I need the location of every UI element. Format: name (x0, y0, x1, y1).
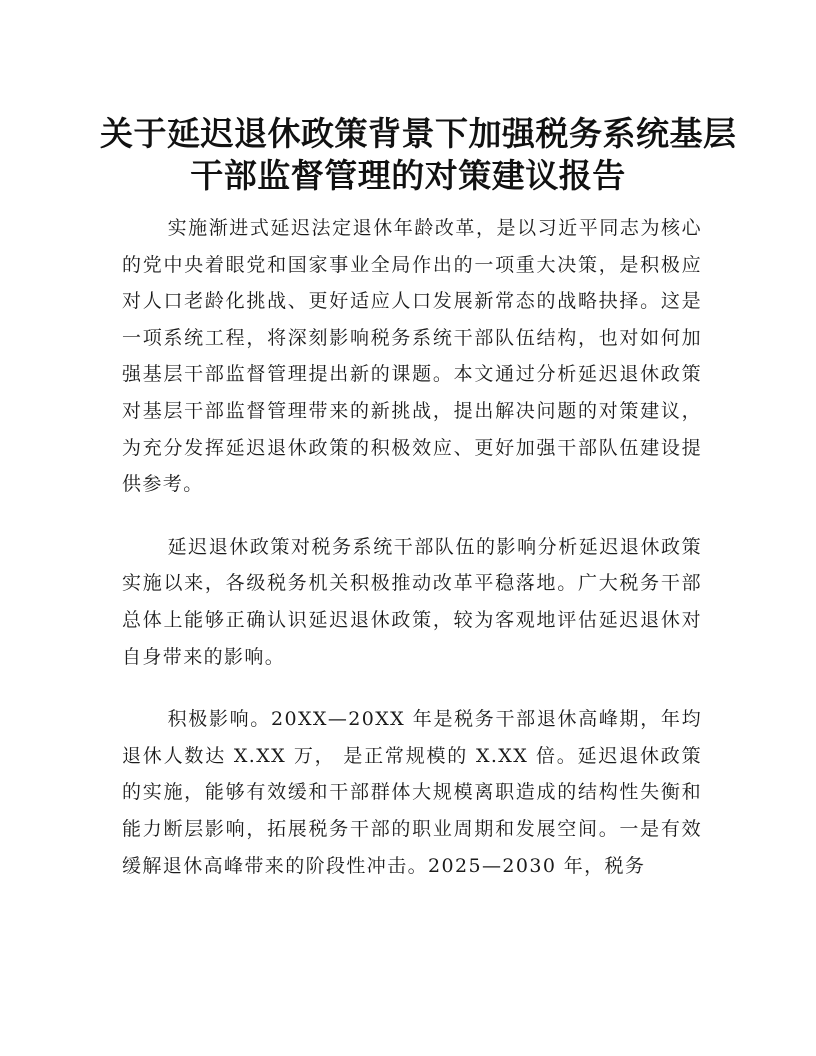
paragraph-impact-analysis: 延迟退休政策对税务系统干部队伍的影响分析延迟退休政策实施以来，各级税务机关积极推动改革平稳落地。广大税务干部总体上能够正确认识延迟退休政策，较为客观地评估延迟退休对自身带来的影响。 (122, 535, 702, 668)
document-title (100, 113, 737, 197)
paragraph-intro: 实施渐进式延迟法定退休年龄改革，是以习近平同志为核心的党中央着眼党和国家事业全局作出的一项重大决策，是积极应对人口老龄化挑战、更好适应人口发展新常态的战略抉择。这是一项系统工程，将深刻影响税务系统干部队伍结构，也对如何加强基层干部监督管理提出新的课题。本文通过分析延迟退休政策对基层干部监督管理带来的新挑战，提出解决问题的对策建议，为充分发挥延迟退休政策的积极效应、更好加强干部队伍建设提供参考。 (122, 217, 702, 496)
title-line-1: 关于延迟退休政策背景下加强税务系统基层 (100, 114, 737, 153)
title-line-2: 干部监督管理的对策建议报告 (190, 156, 626, 195)
document-body (122, 210, 702, 910)
paragraph-positive-impact: 积极影响。20XX—20XX 年是税务干部退休高峰期，年均退休人数达 X.XX 万， 是正常规模的 X.XX 倍。延迟退休政策的实施，能够有效缓和干部群体大规模离职造成的结构性失衡和能力断层影响，拓展税务干部的职业周期和发展空间。一是有效缓解退休高峰带来的阶段性冲击。2025—2030 年，税务 (122, 708, 702, 877)
